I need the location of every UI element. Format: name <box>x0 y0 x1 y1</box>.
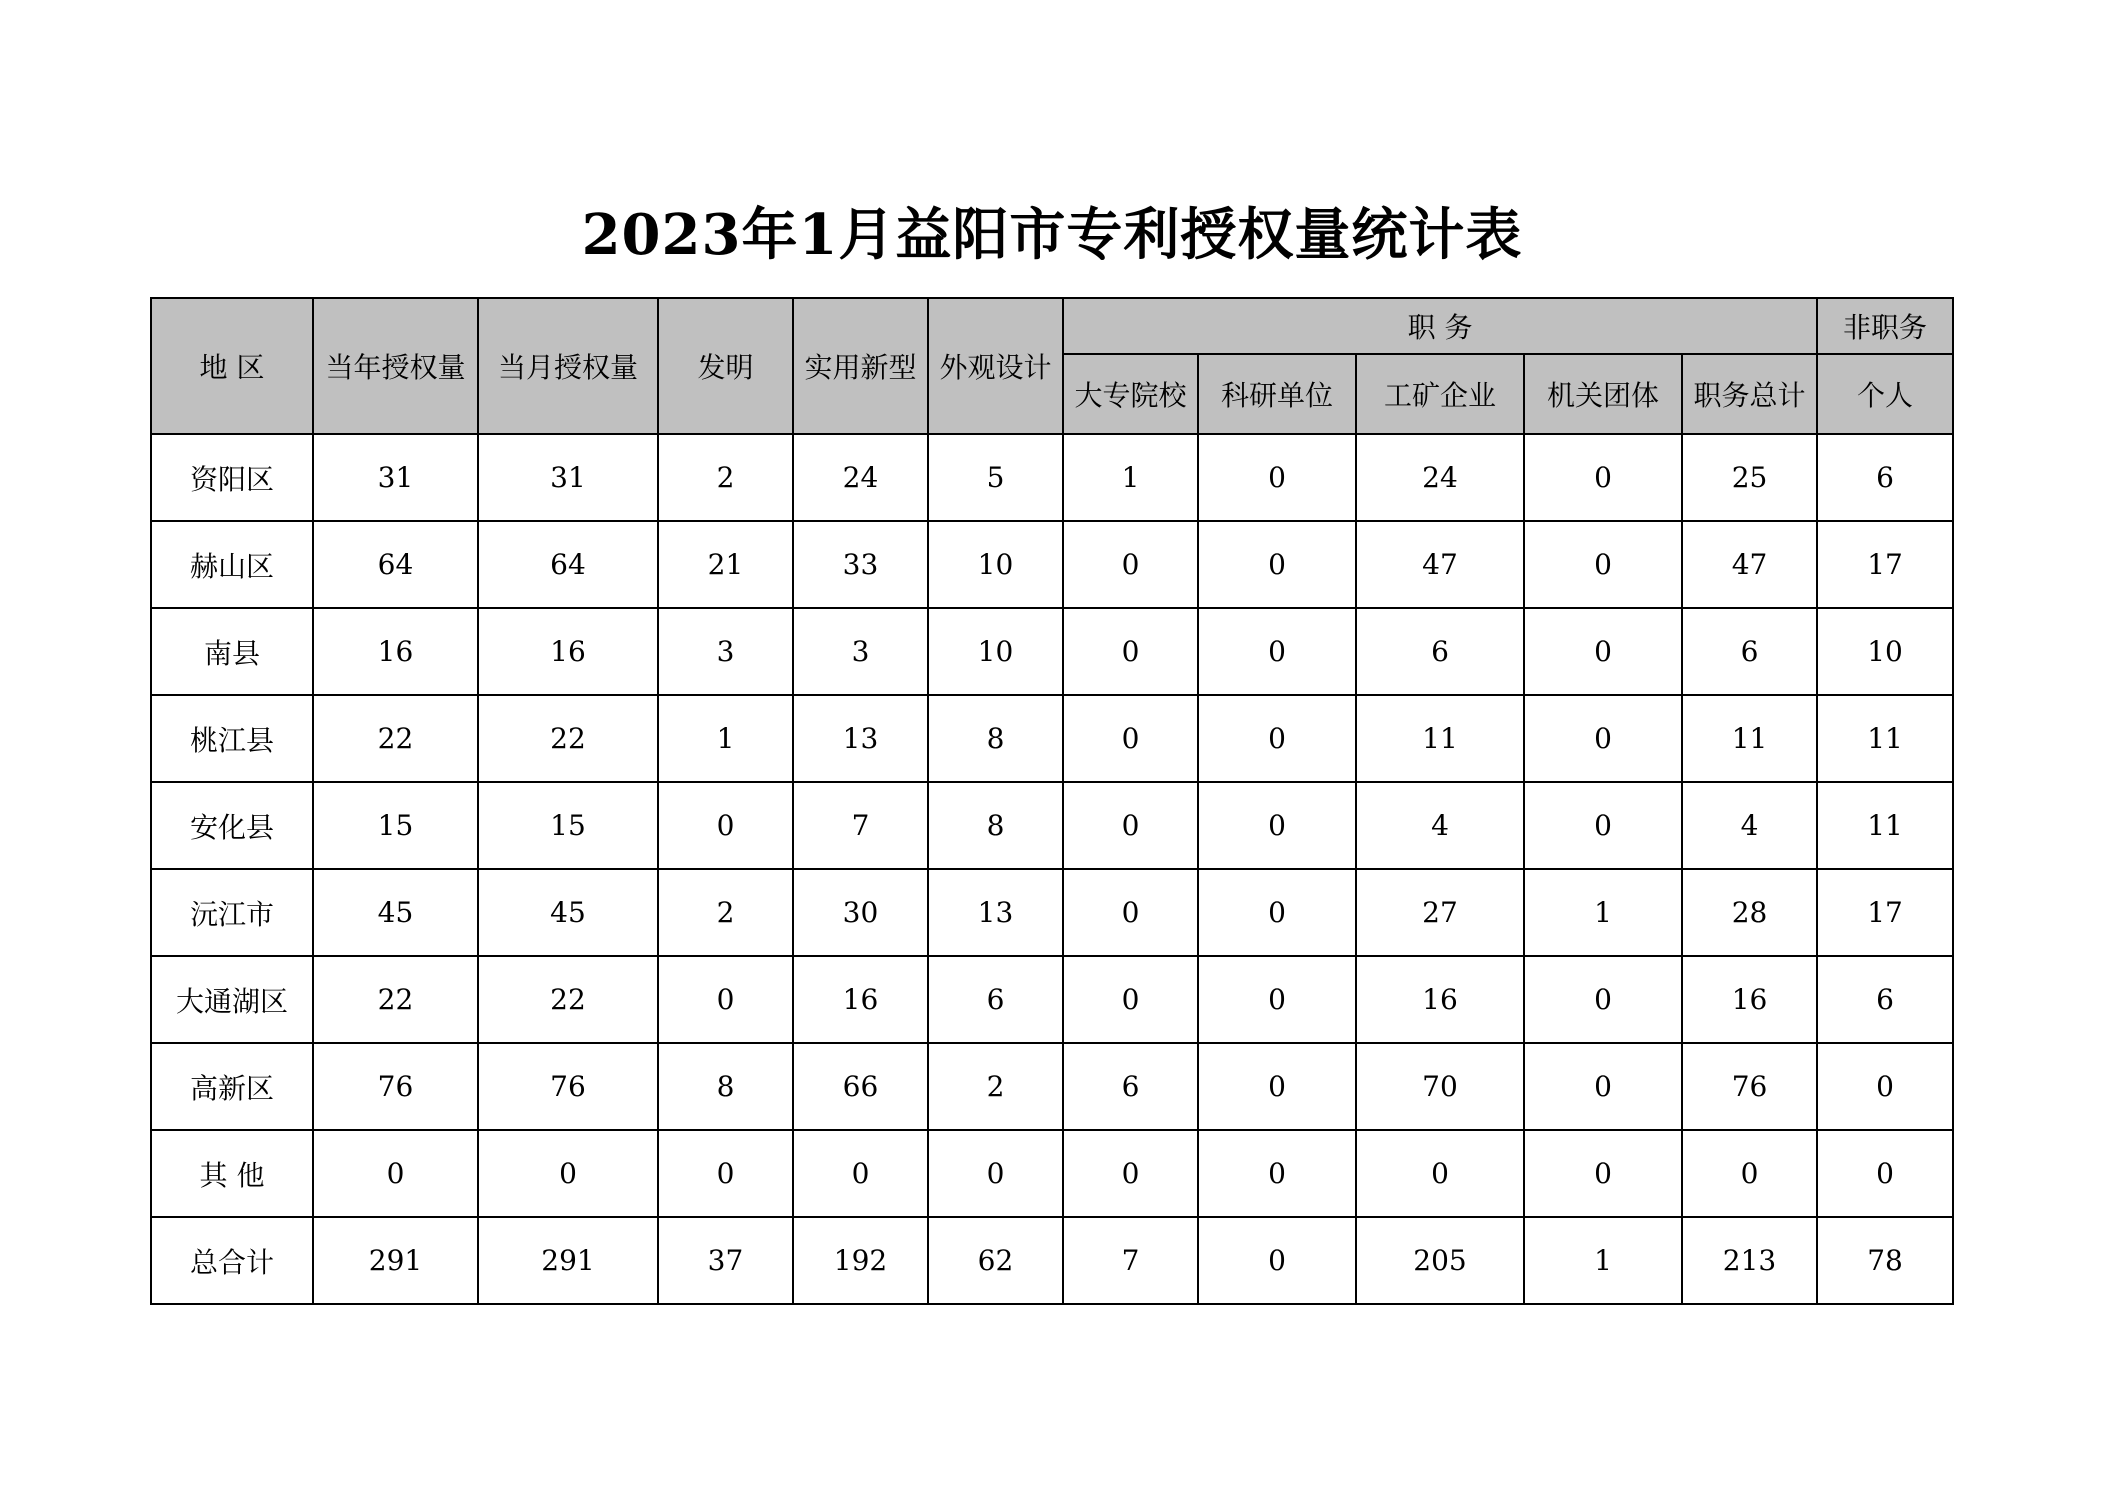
value-cell: 8 <box>928 782 1063 869</box>
value-cell: 16 <box>478 608 658 695</box>
table-row <box>151 521 1953 608</box>
value-cell: 10 <box>1817 608 1953 695</box>
value-cell: 0 <box>1524 608 1682 695</box>
value-cell: 70 <box>1356 1043 1524 1130</box>
value-cell: 62 <box>928 1217 1063 1304</box>
value-cell: 11 <box>1817 782 1953 869</box>
value-cell: 0 <box>1198 956 1356 1043</box>
value-cell: 28 <box>1682 869 1817 956</box>
value-cell: 0 <box>1198 1130 1356 1217</box>
value-cell: 192 <box>793 1217 928 1304</box>
header-region: 地 区 <box>151 298 313 434</box>
value-cell: 0 <box>1524 1130 1682 1217</box>
value-cell: 11 <box>1682 695 1817 782</box>
value-cell: 17 <box>1817 521 1953 608</box>
value-cell: 64 <box>313 521 478 608</box>
value-cell: 0 <box>1817 1130 1953 1217</box>
table-row <box>151 434 1953 521</box>
header-utility-model: 实用新型 <box>793 298 928 434</box>
region-cell: 总合计 <box>151 1217 313 1304</box>
value-cell: 6 <box>1817 956 1953 1043</box>
value-cell: 0 <box>1524 956 1682 1043</box>
value-cell: 22 <box>478 956 658 1043</box>
value-cell: 291 <box>313 1217 478 1304</box>
value-cell: 13 <box>928 869 1063 956</box>
value-cell: 1 <box>1524 869 1682 956</box>
value-cell: 0 <box>1524 782 1682 869</box>
value-cell: 0 <box>1524 1043 1682 1130</box>
region-cell: 资阳区 <box>151 434 313 521</box>
region-cell: 南县 <box>151 608 313 695</box>
value-cell: 31 <box>313 434 478 521</box>
value-cell: 15 <box>313 782 478 869</box>
value-cell: 0 <box>1356 1130 1524 1217</box>
value-cell: 0 <box>1682 1130 1817 1217</box>
value-cell: 4 <box>1356 782 1524 869</box>
value-cell: 0 <box>313 1130 478 1217</box>
value-cell: 8 <box>658 1043 793 1130</box>
header-non-service-group: 非职务 <box>1817 298 1953 354</box>
table-row <box>151 1043 1953 1130</box>
value-cell: 47 <box>1682 521 1817 608</box>
value-cell: 16 <box>313 608 478 695</box>
value-cell: 76 <box>1682 1043 1817 1130</box>
value-cell: 16 <box>1356 956 1524 1043</box>
header-individual: 个人 <box>1817 354 1953 434</box>
value-cell: 6 <box>928 956 1063 1043</box>
header-research: 科研单位 <box>1198 354 1356 434</box>
region-cell: 赫山区 <box>151 521 313 608</box>
value-cell: 33 <box>793 521 928 608</box>
value-cell: 0 <box>793 1130 928 1217</box>
region-cell: 高新区 <box>151 1043 313 1130</box>
value-cell: 45 <box>313 869 478 956</box>
value-cell: 213 <box>1682 1217 1817 1304</box>
value-cell: 0 <box>1198 782 1356 869</box>
value-cell: 0 <box>1198 869 1356 956</box>
header-year-total: 当年授权量 <box>313 298 478 434</box>
region-cell: 桃江县 <box>151 695 313 782</box>
table-row <box>151 1217 1953 1304</box>
value-cell: 0 <box>1198 695 1356 782</box>
value-cell: 1 <box>1063 434 1198 521</box>
header-enterprise: 工矿企业 <box>1356 354 1524 434</box>
value-cell: 47 <box>1356 521 1524 608</box>
value-cell: 0 <box>1063 782 1198 869</box>
patent-stats-table <box>150 297 1954 1305</box>
value-cell: 27 <box>1356 869 1524 956</box>
value-cell: 15 <box>478 782 658 869</box>
value-cell: 0 <box>928 1130 1063 1217</box>
value-cell: 22 <box>478 695 658 782</box>
value-cell: 37 <box>658 1217 793 1304</box>
value-cell: 0 <box>1817 1043 1953 1130</box>
value-cell: 0 <box>1524 521 1682 608</box>
value-cell: 0 <box>1198 1043 1356 1130</box>
value-cell: 11 <box>1356 695 1524 782</box>
value-cell: 10 <box>928 608 1063 695</box>
value-cell: 2 <box>658 869 793 956</box>
value-cell: 1 <box>1524 1217 1682 1304</box>
value-cell: 30 <box>793 869 928 956</box>
value-cell: 1 <box>658 695 793 782</box>
table-row <box>151 608 1953 695</box>
value-cell: 76 <box>478 1043 658 1130</box>
header-institution: 机关团体 <box>1524 354 1682 434</box>
value-cell: 2 <box>658 434 793 521</box>
value-cell: 76 <box>313 1043 478 1130</box>
table-row <box>151 869 1953 956</box>
value-cell: 78 <box>1817 1217 1953 1304</box>
header-invention: 发明 <box>658 298 793 434</box>
value-cell: 2 <box>928 1043 1063 1130</box>
value-cell: 0 <box>1524 434 1682 521</box>
value-cell: 0 <box>1198 1217 1356 1304</box>
value-cell: 205 <box>1356 1217 1524 1304</box>
value-cell: 6 <box>1356 608 1524 695</box>
value-cell: 10 <box>928 521 1063 608</box>
value-cell: 0 <box>1063 608 1198 695</box>
table-row <box>151 695 1953 782</box>
value-cell: 0 <box>1524 695 1682 782</box>
value-cell: 0 <box>658 1130 793 1217</box>
value-cell: 291 <box>478 1217 658 1304</box>
value-cell: 16 <box>793 956 928 1043</box>
value-cell: 24 <box>1356 434 1524 521</box>
table-row <box>151 956 1953 1043</box>
value-cell: 25 <box>1682 434 1817 521</box>
value-cell: 64 <box>478 521 658 608</box>
value-cell: 0 <box>1063 869 1198 956</box>
value-cell: 7 <box>793 782 928 869</box>
value-cell: 0 <box>658 956 793 1043</box>
header-month-total: 当月授权量 <box>478 298 658 434</box>
region-cell: 沅江市 <box>151 869 313 956</box>
value-cell: 22 <box>313 695 478 782</box>
value-cell: 11 <box>1817 695 1953 782</box>
value-cell: 0 <box>1063 521 1198 608</box>
value-cell: 21 <box>658 521 793 608</box>
value-cell: 17 <box>1817 869 1953 956</box>
value-cell: 8 <box>928 695 1063 782</box>
value-cell: 0 <box>1063 1130 1198 1217</box>
header-service-total: 职务总计 <box>1682 354 1817 434</box>
header-row-top <box>151 298 1953 354</box>
value-cell: 6 <box>1817 434 1953 521</box>
value-cell: 24 <box>793 434 928 521</box>
value-cell: 66 <box>793 1043 928 1130</box>
value-cell: 0 <box>1198 434 1356 521</box>
value-cell: 45 <box>478 869 658 956</box>
table-row <box>151 782 1953 869</box>
value-cell: 7 <box>1063 1217 1198 1304</box>
value-cell: 6 <box>1063 1043 1198 1130</box>
value-cell: 3 <box>658 608 793 695</box>
value-cell: 0 <box>478 1130 658 1217</box>
header-service-group: 职 务 <box>1063 298 1817 354</box>
value-cell: 13 <box>793 695 928 782</box>
value-cell: 22 <box>313 956 478 1043</box>
table-row <box>151 1130 1953 1217</box>
value-cell: 0 <box>1063 695 1198 782</box>
value-cell: 6 <box>1682 608 1817 695</box>
value-cell: 3 <box>793 608 928 695</box>
value-cell: 0 <box>658 782 793 869</box>
header-design: 外观设计 <box>928 298 1063 434</box>
value-cell: 0 <box>1198 521 1356 608</box>
value-cell: 0 <box>1198 608 1356 695</box>
value-cell: 31 <box>478 434 658 521</box>
value-cell: 5 <box>928 434 1063 521</box>
region-cell: 安化县 <box>151 782 313 869</box>
value-cell: 16 <box>1682 956 1817 1043</box>
table-body <box>151 434 1953 1304</box>
region-cell: 大通湖区 <box>151 956 313 1043</box>
page-title: 2023年1月益阳市专利授权量统计表 <box>581 202 1523 268</box>
value-cell: 0 <box>1063 956 1198 1043</box>
region-cell: 其 他 <box>151 1130 313 1217</box>
value-cell: 4 <box>1682 782 1817 869</box>
header-university: 大专院校 <box>1063 354 1198 434</box>
